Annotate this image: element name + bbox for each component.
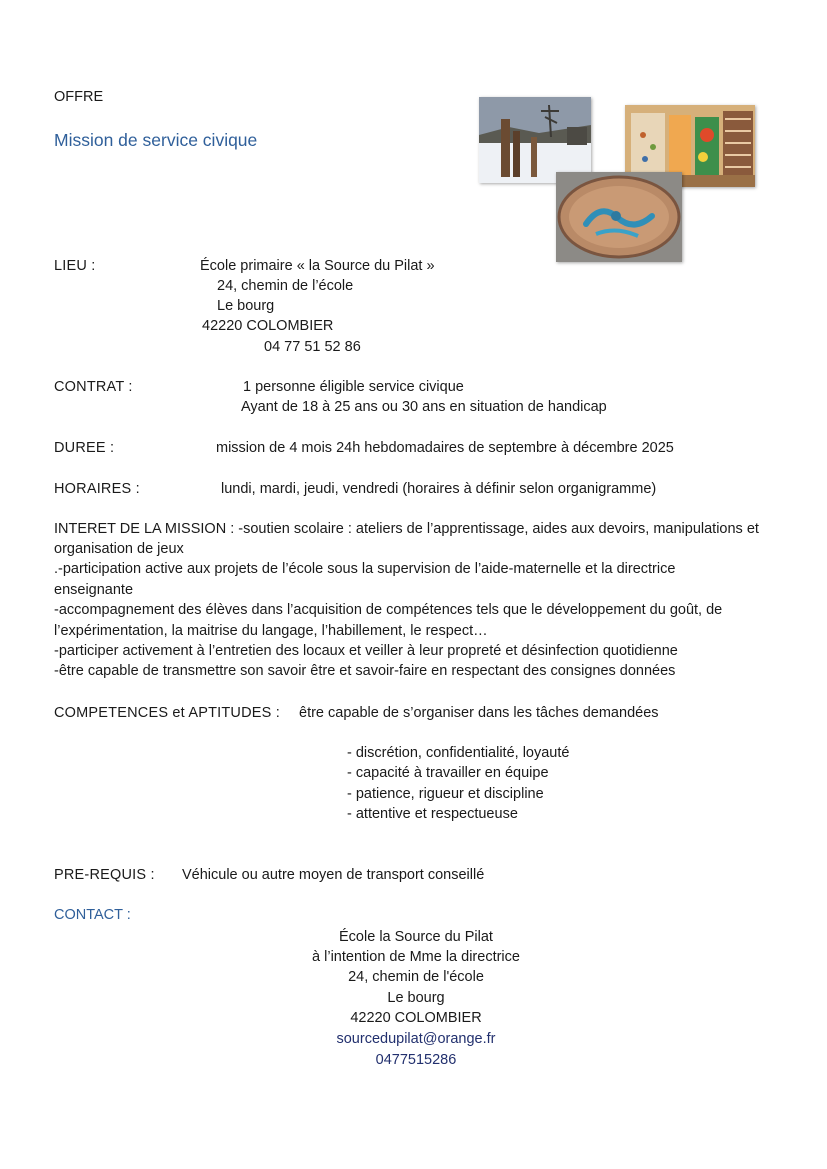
competences-item-1: - capacité à travailler en équipe: [347, 765, 549, 781]
interet-label: INTERET DE LA MISSION :: [54, 521, 239, 537]
horaires-value: lundi, mardi, jeudi, vendredi (horaires à définir selon organigramme): [221, 481, 657, 497]
interet-line-5: l’expérimentation, la maitrise du langage, l’habillement, le respect…: [54, 623, 488, 639]
contact-attention: à l’intention de Mme la directrice: [312, 949, 520, 965]
duree-label: DUREE :: [54, 440, 115, 456]
competences-item-0: - discrétion, confidentialité, loyauté: [347, 745, 570, 761]
page-title: Mission de service civique: [54, 130, 258, 150]
contrat-line1: 1 personne éligible service civique: [243, 379, 464, 395]
contact-village: Le bourg: [387, 990, 445, 1006]
lieu-school: École primaire « la Source du Pilat »: [200, 258, 435, 274]
contrat-label: CONTRAT :: [54, 379, 133, 395]
horaires-label: HORAIRES :: [54, 481, 140, 497]
interet-line-0: [54, 521, 759, 537]
interet-line-4: -accompagnement des élèves dans l’acquisition de compétences tels que le développement du goût, de: [54, 602, 723, 618]
contrat-line2: Ayant de 18 à 25 ans ou 30 ans en situation de handicap: [241, 399, 607, 415]
competences-item-2: - patience, rigueur et discipline: [347, 786, 544, 802]
contact-street: 24, chemin de l'école: [348, 969, 484, 985]
interet-line-2: .-participation active aux projets de l’école sous la supervision de l’aide-maternelle et la directrice: [54, 561, 676, 577]
interet-line-7: -être capable de transmettre son savoir être et savoir-faire en respectant des consignes données: [54, 663, 676, 679]
competences-intro: être capable de s’organiser dans les tâches demandées: [299, 705, 659, 721]
competences-item-3: - attentive et respectueuse: [347, 806, 518, 822]
offre-label: OFFRE: [54, 89, 104, 105]
lieu-street: 24, chemin de l’école: [217, 278, 354, 294]
lieu-phone: 04 77 51 52 86: [264, 339, 361, 355]
duree-value: mission de 4 mois 24h hebdomadaires de septembre à décembre 2025: [216, 440, 674, 456]
prerequis-label: PRE-REQUIS :: [54, 867, 155, 883]
contact-email[interactable]: sourcedupilat@orange.fr: [336, 1031, 496, 1047]
interet-text-0: -soutien scolaire : ateliers de l’apprentissage, aides aux devoirs, manipulations et: [238, 521, 759, 537]
lieu-village: Le bourg: [217, 298, 275, 314]
lieu-city: 42220 COLOMBIER: [202, 318, 334, 334]
photo-school-sign: [556, 172, 682, 262]
interet-line-1: organisation de jeux: [54, 541, 184, 557]
contact-label: CONTACT :: [54, 907, 131, 923]
competences-label: COMPETENCES et APTITUDES :: [54, 705, 280, 721]
prerequis-value: Véhicule ou autre moyen de transport conseillé: [182, 867, 485, 883]
interet-line-3: enseignante: [54, 582, 134, 598]
interet-line-6: -participer activement à l’entretien des locaux et veiller à leur propreté et désinfection quotidienne: [54, 643, 678, 659]
contact-city: 42220 COLOMBIER: [350, 1010, 482, 1026]
contact-name: École la Source du Pilat: [339, 929, 493, 945]
photo-snow-sculptures: [479, 97, 591, 183]
contact-phone: 0477515286: [375, 1052, 457, 1068]
lieu-label: LIEU :: [54, 258, 96, 274]
